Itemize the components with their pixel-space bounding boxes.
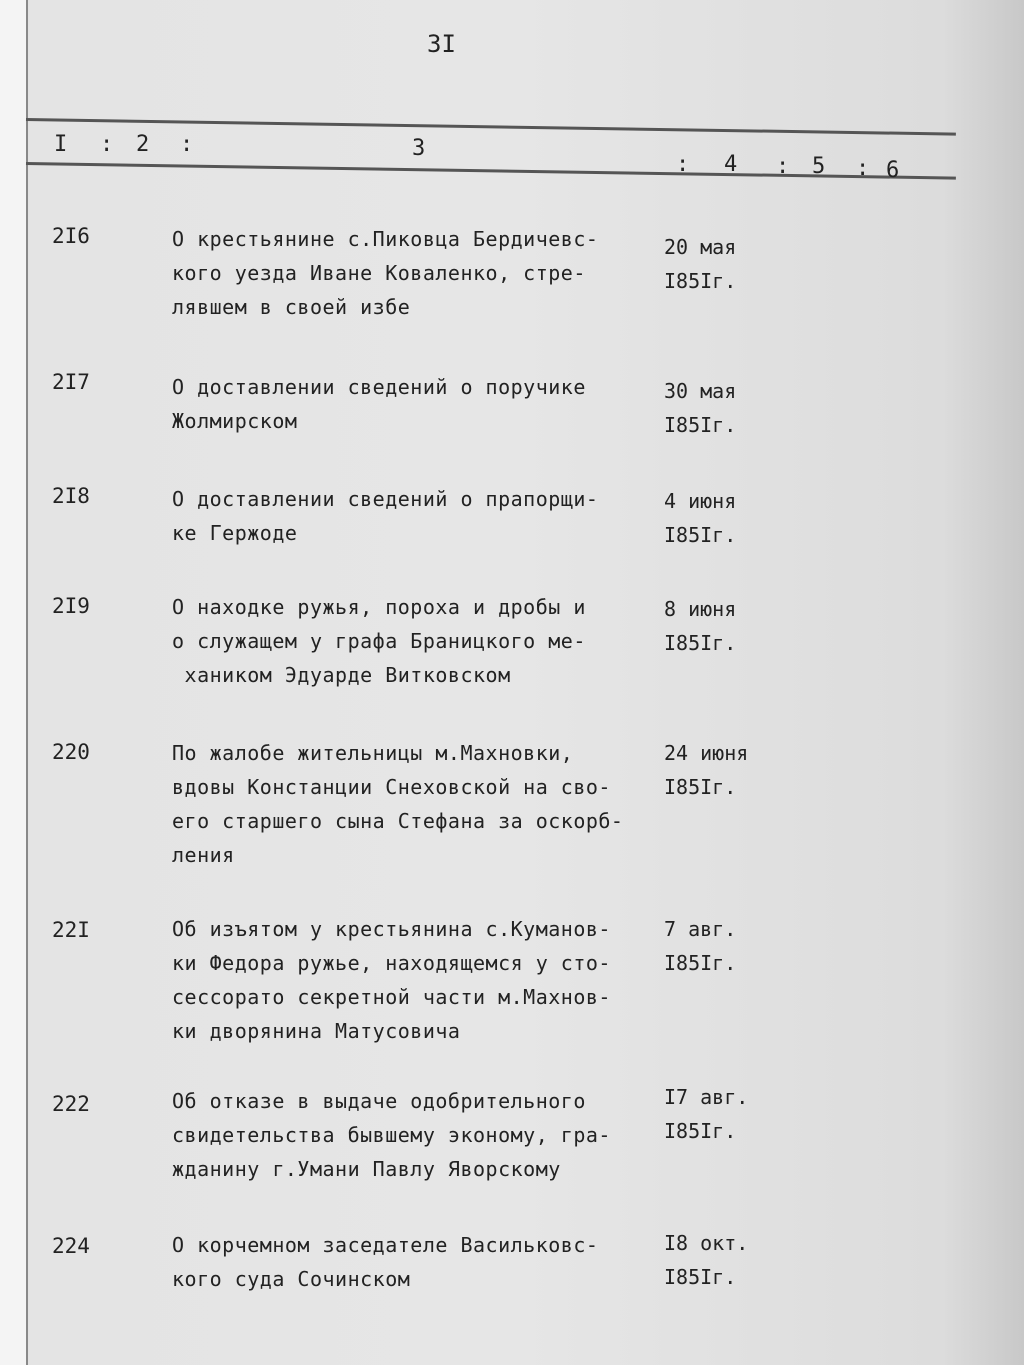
page-number: 3I [427,30,456,58]
entry-date: 30 мая I85Iг. [664,379,737,437]
entry-date: 20 мая I85Iг. [664,235,737,293]
column-separator: : [676,152,690,177]
entry-number: 2I9 [52,594,90,618]
binding-spine [0,0,28,1365]
column-separator: : [100,132,114,157]
entry-date: 8 июня I85Iг. [664,597,737,655]
entry-description: Об изъятом у крестьянина с.Куманов- ки Федора ружье, находящемся у сто- сессорато секретной части м.Махнов- ки дворянина Матусовича [172,917,611,1043]
column-separator: : [180,132,194,157]
entry-number: 224 [52,1234,90,1258]
entry-number: 2I6 [52,224,90,248]
entry-date: 7 авг. I85Iг. [664,917,737,975]
entry-description: О доставлении сведений о прапорщи- ке Гержоде [172,487,599,545]
entry-number: 222 [52,1092,90,1116]
entry-description: По жалобе жительницы м.Махновки, вдовы Констанции Снеховской на сво- его старшего сына Стефана за оскорб- ления [172,741,624,867]
entry-date: I8 окт. I85Iг. [664,1231,749,1289]
column-header: 5 [812,154,826,179]
entry-description: О доставлении сведений о поручике Жолмирском [172,375,586,433]
entry-number: 220 [52,740,90,764]
entry-number: 22I [52,918,90,942]
header-rule-top [26,118,956,136]
entry-number: 2I8 [52,484,90,508]
column-header: 2 [136,132,150,157]
column-header: 3 [412,136,426,161]
entry-date: 4 июня I85Iг. [664,489,737,547]
column-header: 4 [724,152,738,177]
entry-description: О крестьянине с.Пиковца Бердичевс- кого уезда Иване Коваленко, стре- лявшем в своей избе [172,227,599,319]
entry-description: Об отказе в выдаче одобрительного свидетельства бывшему эконому, гра- жданину г.Умани Павлу Яворскому [172,1089,611,1181]
entry-description: О корчемном заседателе Васильковс- кого суда Сочинском [172,1233,599,1291]
entry-description: О находке ружья, пороха и дробы и о служащем у графа Браницкого ме- хаником Эдуарде Витковском [172,595,586,687]
entry-date: I7 авг. I85Iг. [664,1085,749,1143]
column-header: I [54,132,68,157]
column-separator: : [776,154,790,179]
column-header: 6 [886,158,900,183]
column-separator: : [856,156,870,181]
entry-date: 24 июня I85Iг. [664,741,749,799]
entry-number: 2I7 [52,370,90,394]
